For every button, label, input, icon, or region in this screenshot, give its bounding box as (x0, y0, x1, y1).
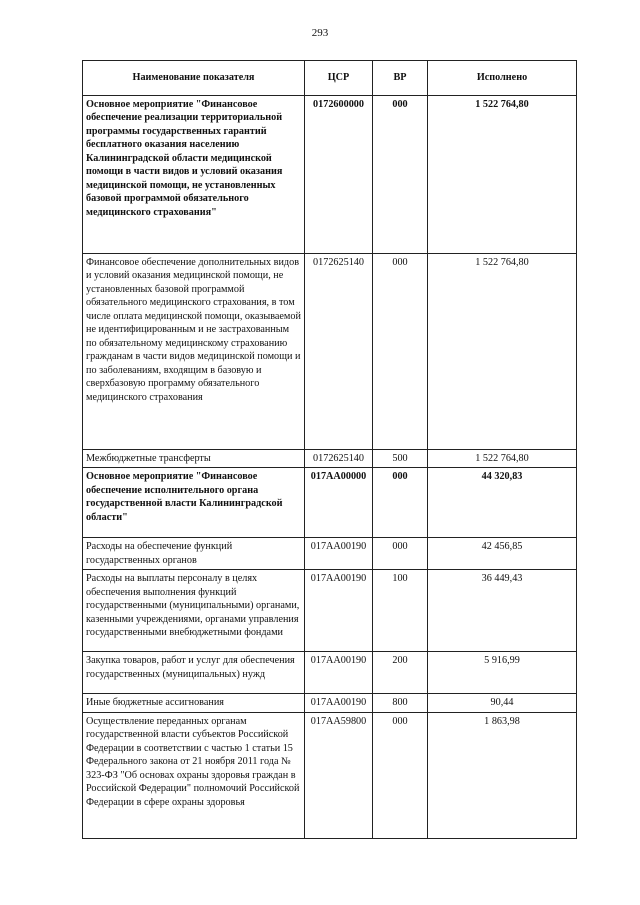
row-csr: 017АА00190 (305, 694, 373, 712)
row-vr: 100 (373, 570, 428, 652)
row-csr: 017АА00190 (305, 538, 373, 570)
column-header-name: Наименование показателя (83, 61, 305, 96)
row-name: Основное мероприятие "Финансовое обеспечение исполнительного органа государственной власти Калининградской области" (83, 468, 305, 538)
row-vr: 200 (373, 652, 428, 694)
table-row (83, 468, 577, 538)
row-name: Финансовое обеспечение дополнительных видов и условий оказания медицинской помощи, не установленных базовой программой обязательного медицинского страхования, в том числе оплата медицинской помощи, оказываемой не идентифицированным и не застрахованным по обязательному медицинскому страхованию гражданам в части видов медицинской помощи и по заболеваниям, входящим в базовую и сверхбазовую программу обязательного медицинского страхования (83, 254, 305, 450)
row-executed: 36 449,43 (428, 570, 577, 652)
row-csr: 0172625140 (305, 450, 373, 468)
row-executed: 5 916,99 (428, 652, 577, 694)
row-executed: 42 456,85 (428, 538, 577, 570)
row-name: Расходы на выплаты персоналу в целях обеспечения выполнения функций государственными (муниципальными) органами, казенными учреждениями, органами управления государственными внебюджетными фондами (83, 570, 305, 652)
table-row (83, 652, 577, 694)
page-number: 293 (311, 27, 329, 39)
table-header-row (83, 61, 577, 96)
table-row (83, 450, 577, 468)
column-header-vr: ВР (373, 61, 428, 96)
row-csr: 0172625140 (305, 254, 373, 450)
row-executed: 1 522 764,80 (428, 450, 577, 468)
table-row (83, 712, 577, 838)
row-csr: 017АА59800 (305, 712, 373, 838)
row-vr: 000 (373, 96, 428, 254)
row-vr: 500 (373, 450, 428, 468)
table-row (83, 538, 577, 570)
row-vr: 000 (373, 538, 428, 570)
row-executed: 1 522 764,80 (428, 254, 577, 450)
row-name: Основное мероприятие "Финансовое обеспечение реализации территориальной программы государственных гарантий бесплатного оказания населению Калининградской области медицинской помощи в части видов и условий оказания медицинской помощи, не установленных базовой программой обязательного медицинского страхования" (83, 96, 305, 254)
column-header-executed: Исполнено (428, 61, 577, 96)
row-csr: 017АА00000 (305, 468, 373, 538)
budget-execution-table (82, 60, 577, 839)
row-vr: 000 (373, 254, 428, 450)
row-csr: 017АА00190 (305, 652, 373, 694)
row-vr: 000 (373, 468, 428, 538)
table-row (83, 570, 577, 652)
row-name: Расходы на обеспечение функций государственных органов (83, 538, 305, 570)
row-executed: 90,44 (428, 694, 577, 712)
column-header-csr: ЦСР (305, 61, 373, 96)
table-row (83, 254, 577, 450)
row-executed: 1 522 764,80 (428, 96, 577, 254)
row-name: Закупка товаров, работ и услуг для обеспечения государственных (муниципальных) нужд (83, 652, 305, 694)
row-name: Осуществление переданных органам государственной власти субъектов Российской Федерации в соответствии с частью 1 статьи 15 Федерального закона от 21 ноября 2011 года № 323-ФЗ "Об основах охраны здоровья граждан в Российской Федерации" полномочий Российской Федерации в сфере охраны здоровья (83, 712, 305, 838)
row-name: Межбюджетные трансферты (83, 450, 305, 468)
row-vr: 800 (373, 694, 428, 712)
row-csr: 0172600000 (305, 96, 373, 254)
table-row (83, 96, 577, 254)
row-executed: 44 320,83 (428, 468, 577, 538)
table-row (83, 694, 577, 712)
row-vr: 000 (373, 712, 428, 838)
row-csr: 017АА00190 (305, 570, 373, 652)
row-name: Иные бюджетные ассигнования (83, 694, 305, 712)
row-executed: 1 863,98 (428, 712, 577, 838)
